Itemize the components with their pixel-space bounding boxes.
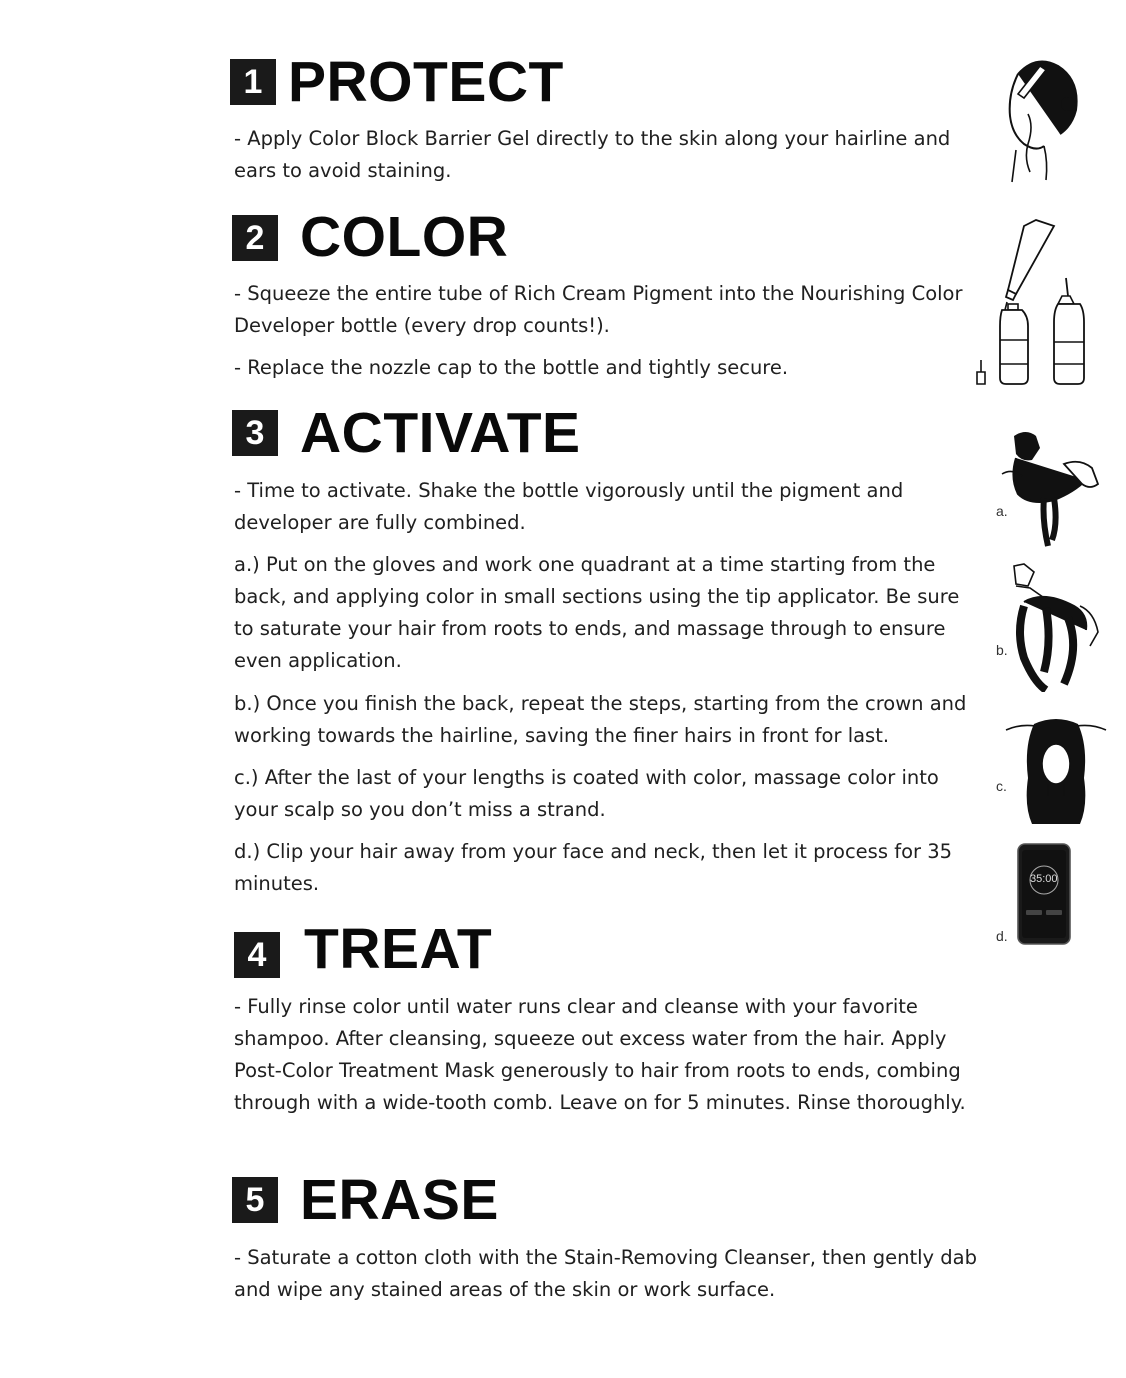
tube-and-bottles-illustration	[972, 218, 1094, 390]
step-number-badge: 4	[234, 932, 280, 978]
step-title: TREAT	[304, 917, 493, 981]
step-3-instruction-b: b.) Once you finish the back, repeat the steps, starting from the crown and working towards the hairline, saving the finer hairs in front for last.	[234, 692, 967, 747]
timer-display: 35:00	[1030, 873, 1058, 885]
step-title: PROTECT	[288, 50, 564, 114]
step-2-instruction-1: - Squeeze the entire tube of Rich Cream Pigment into the Nourishing Color Developer bottle (every drop counts!).	[234, 282, 963, 337]
step-4-instruction: - Fully rinse color until water runs clear and cleanse with your favorite shampoo. After cleansing, squeeze out excess water from the hair. Apply Post-Color Treatment Mask generously to hair from roots to ends, combing through with a wide-tooth comb. Leave on for 5 minutes. Rinse thoroughly.	[234, 995, 966, 1114]
phone-timer-illustration	[1016, 842, 1074, 948]
step-number-badge: 2	[232, 215, 278, 261]
illustration-label-d: d.	[996, 928, 1008, 944]
illustration-label-a: a.	[996, 503, 1008, 519]
step-2-instruction-2: - Replace the nozzle cap to the bottle and tightly secure.	[234, 356, 789, 379]
step-3-instruction-d: d.) Clip your hair away from your face and neck, then let it process for 35 minutes.	[234, 840, 953, 895]
step-title: ACTIVATE	[300, 401, 581, 465]
step-number-badge: 5	[232, 1177, 278, 1223]
protect-face-illustration	[988, 54, 1088, 184]
step-title: ERASE	[300, 1168, 499, 1232]
illustration-label-c: c.	[996, 778, 1007, 794]
step-3-instruction-intro: - Time to activate. Shake the bottle vigorously until the pigment and developer are fully combined.	[234, 479, 904, 534]
step-number-badge: 1	[230, 59, 276, 105]
step-1-instruction: - Apply Color Block Barrier Gel directly to the skin along your hairline and ears to avoid staining.	[234, 127, 951, 182]
step-3-instruction-c: c.) After the last of your lengths is coated with color, massage color into your scalp so you don’t miss a strand.	[234, 766, 939, 821]
step-5-instruction: - Saturate a cotton cloth with the Stain-Removing Cleanser, then gently dab and wipe any stained areas of the skin or work surface.	[234, 1246, 977, 1301]
illustration-label-b: b.	[996, 642, 1008, 658]
activate-step-c-illustration	[1004, 716, 1108, 826]
activate-step-b-illustration	[994, 562, 1106, 692]
step-number-badge: 3	[232, 410, 278, 456]
step-3-instruction-a: a.) Put on the gloves and work one quadrant at a time starting from the back, and applying color in small sections using the tip applicator. Be sure to saturate your hair from roots to ends, and massage through to ensure even application.	[234, 553, 960, 672]
activate-step-a-illustration	[994, 428, 1106, 548]
step-title: COLOR	[300, 205, 509, 269]
